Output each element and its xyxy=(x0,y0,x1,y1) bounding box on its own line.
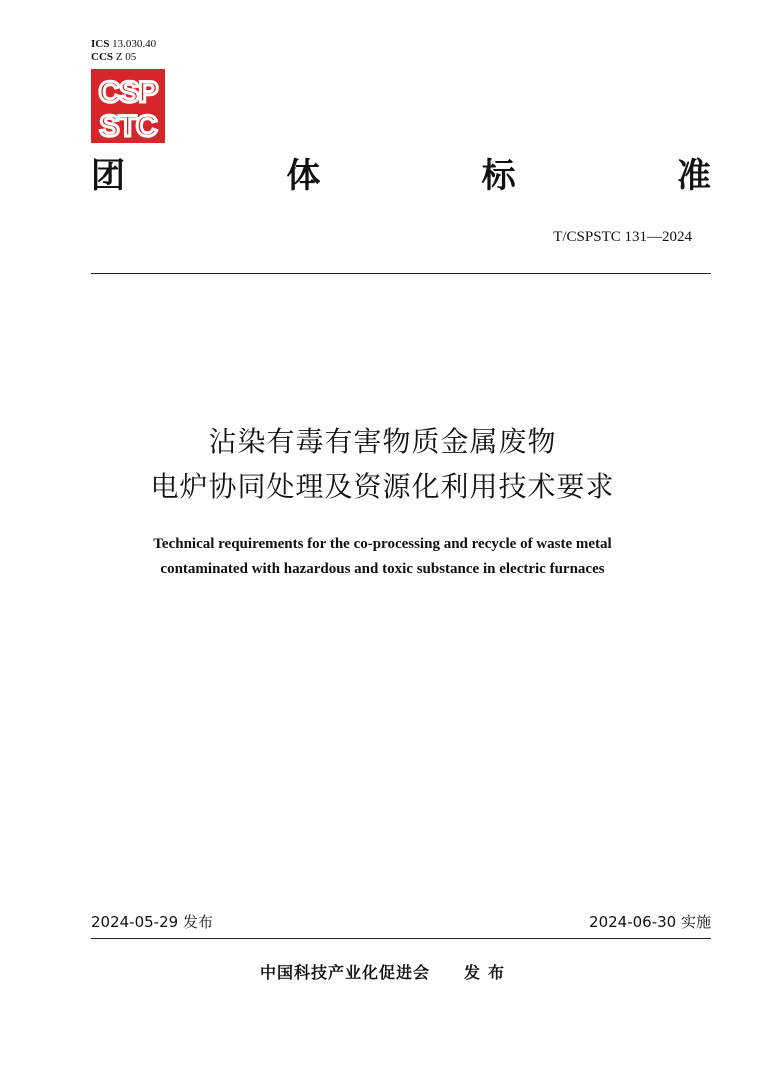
ics-row xyxy=(91,38,156,51)
standard-type-char: 团 xyxy=(91,156,125,196)
top-divider xyxy=(91,273,711,274)
logo-text-top: CSP xyxy=(98,76,158,109)
publish-date: 2024-05-29 发布 xyxy=(91,913,213,931)
standard-type-heading xyxy=(91,156,711,196)
bottom-divider xyxy=(91,938,711,939)
cspstc-logo xyxy=(91,69,165,143)
publisher-line xyxy=(260,960,512,983)
ics-label: ICS xyxy=(91,38,110,50)
ccs-label: CCS xyxy=(91,51,114,63)
standard-type-char: 标 xyxy=(481,156,516,196)
standard-number: T/CSPSTC 131—2024 xyxy=(553,229,692,245)
standard-type-char: 准 xyxy=(676,156,711,196)
ics-code: 13.030.40 xyxy=(112,38,157,50)
ccs-code: Z 05 xyxy=(115,51,137,63)
title-chinese-line-2: 电炉协同处理及资源化利用技术要求 xyxy=(150,470,615,503)
publisher-name: 中国科技产业化促进会 xyxy=(260,963,431,982)
classification-codes xyxy=(91,38,156,64)
implement-date: 2024-06-30 实施 xyxy=(589,913,711,931)
publisher-action: 发布 xyxy=(464,963,513,982)
standard-type-char: 体 xyxy=(286,156,321,196)
title-english-line-2: contaminated with hazardous and toxic substance in electric furnaces xyxy=(160,561,605,577)
ccs-row xyxy=(91,51,156,64)
title-english-line-1: Technical requirements for the co-processing and recycle of waste metal xyxy=(153,536,612,552)
logo-text-bottom: STC xyxy=(99,110,157,143)
title-chinese-line-1: 沾染有毒有害物质金属废物 xyxy=(208,425,557,458)
